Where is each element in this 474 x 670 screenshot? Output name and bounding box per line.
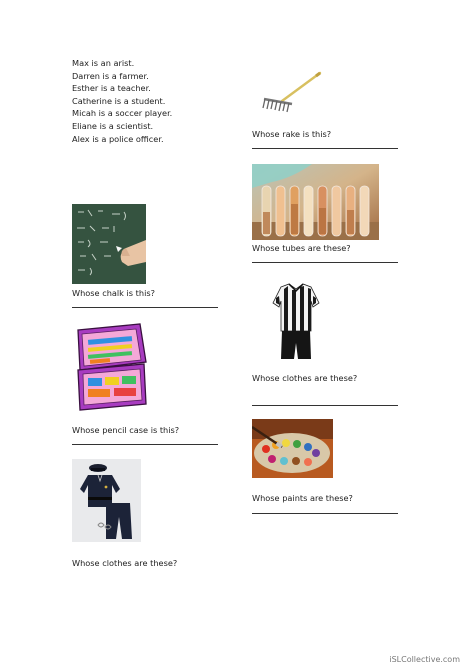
intro-line: Darren is a farmer. [72,70,149,81]
answer-line-chalk[interactable] [72,307,218,308]
referee-shirt-photo [269,281,323,365]
answer-line-tubes[interactable] [252,262,398,263]
question-clothes-police: Whose clothes are these? [72,558,178,568]
intro-line: Esther is a teacher. [72,83,151,94]
test-tubes-photo [252,164,379,240]
answer-line-pencil-case[interactable] [72,444,218,445]
question-chalk: Whose chalk is this? [72,288,155,298]
intro-line: Micah is a soccer player. [72,108,173,119]
question-tubes: Whose tubes are these? [252,243,351,253]
rake-icon [258,70,324,116]
footer-watermark: iSLCollective.com [389,655,460,664]
pencil-case-icon [70,322,150,412]
police-uniform-photo [72,459,141,542]
question-clothes-referee: Whose clothes are these? [252,373,358,383]
answer-line-rake[interactable] [252,148,398,149]
intro-line: Max is an arist. [72,58,135,68]
intro-sentences [72,57,172,145]
intro-line: Alex is a police officer. [72,133,164,144]
intro-line: Catherine is a student. [72,95,166,106]
intro-line: Eliane is a scientist. [72,120,154,131]
answer-line-referee[interactable] [252,405,398,406]
question-paints: Whose paints are these? [252,493,353,503]
paint-palette-photo [252,419,333,478]
chalkboard-photo [72,204,146,284]
answer-line-paints[interactable] [252,513,398,514]
question-rake: Whose rake is this? [252,129,332,139]
question-pencil-case: Whose pencil case is this? [72,425,180,435]
